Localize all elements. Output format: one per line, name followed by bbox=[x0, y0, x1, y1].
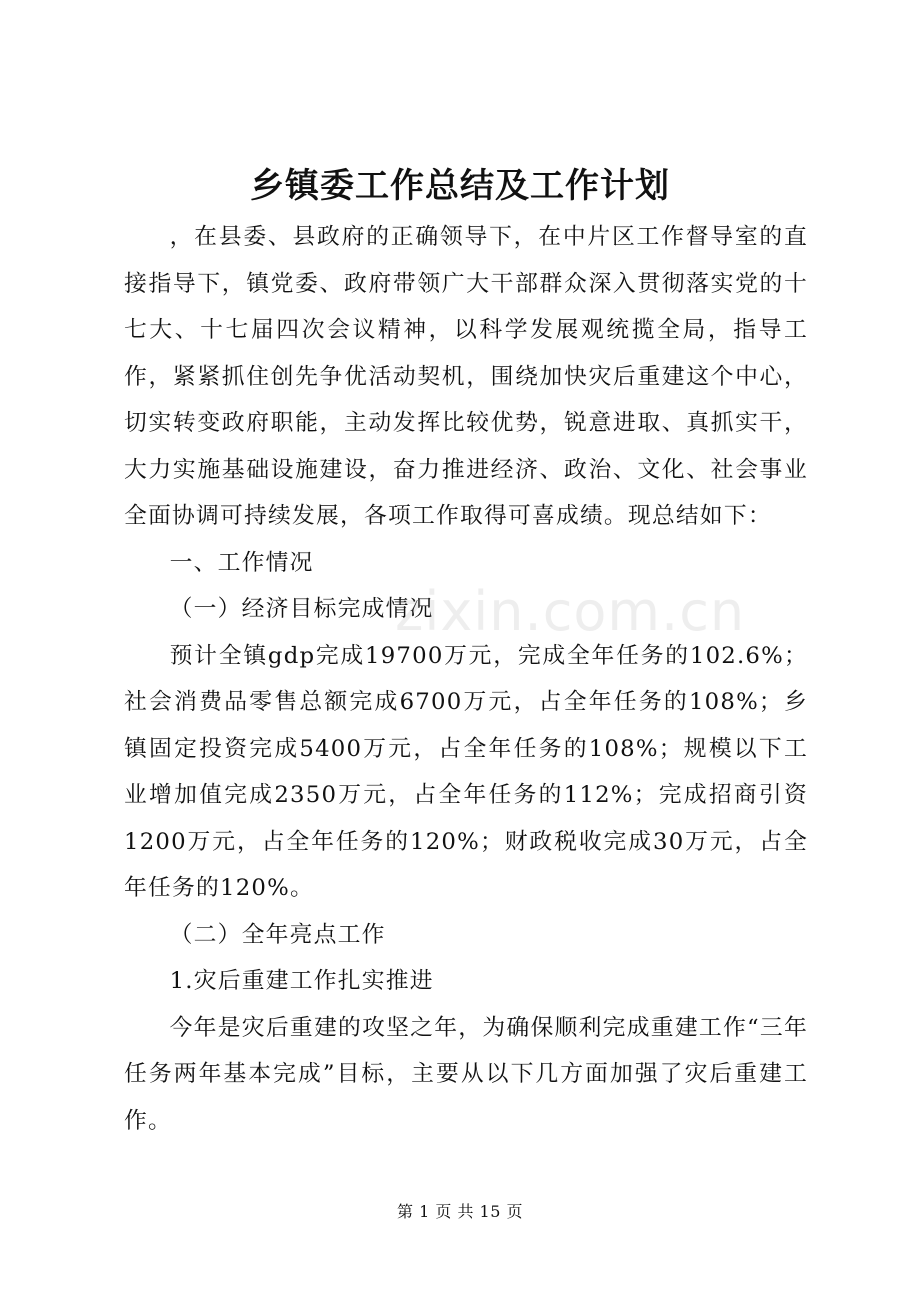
page-footer: 第 1 页 共 15 页 bbox=[397, 1202, 523, 1221]
heading-economic-targets: （一）经济目标完成情况 bbox=[169, 596, 434, 622]
paragraph-economic-figures: 预计全镇gdp完成19700万元，完成全年任务的102.6%；社会消费品零售总额完成6700万元，占全年任务的108%；乡镇固定投资完成5400万元，占全年任务的108%；规模以下工业增加值完成2350万元，占全年任务的112%；完成招商引资1200万元，占全年任务的120%；财政税收完成30万元，占全年任务的120%。 bbox=[124, 642, 808, 901]
heading-reconstruction: 1.灾后重建工作扎实推进 bbox=[169, 968, 434, 994]
paragraph-reconstruction: 今年是灾后重建的攻坚之年，为确保顺利完成重建工作“三年任务两年基本完成”目标，主要从以下几方面加强了灾后重建工作。 bbox=[124, 1014, 808, 1134]
heading-work-status: 一、工作情况 bbox=[169, 549, 314, 576]
watermark: zixin.com.cn bbox=[395, 580, 746, 643]
paragraph-intro: ，在县委、县政府的正确领导下，在中片区工作督导室的直接指导下，镇党委、政府带领广大干部群众深入贯彻落实党的十七大、十七届四次会议精神，以科学发展观统揽全局，指导工作，紧紧抓住创先争优活动契机，围绕加快灾后重建这个中心，切实转变政府职能，主动发挥比较优势，锐意进取、真抓实干，大力实施基础设施建设，奋力推进经济、政治、文化、社会事业全面协调可持续发展，各项工作取得可喜成绩。现总结如下： bbox=[124, 224, 808, 529]
document-body bbox=[124, 214, 808, 1144]
heading-highlights: （二）全年亮点工作 bbox=[169, 921, 386, 948]
document-title: 乡镇委工作总结及工作计划 bbox=[250, 166, 670, 206]
